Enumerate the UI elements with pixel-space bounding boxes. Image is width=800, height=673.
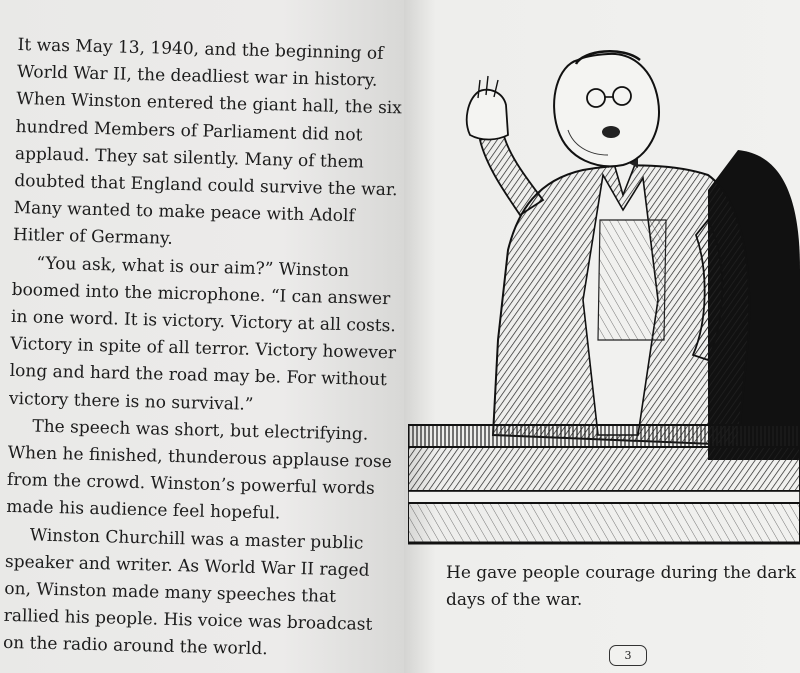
podium-railing xyxy=(408,425,800,543)
body-text xyxy=(3,32,404,667)
churchill-speech-illustration xyxy=(408,40,800,550)
illustration-caption: He gave people courage during the dark days of the war. xyxy=(446,563,796,610)
paragraph-4: Winston Churchill was a master public speaker and writer. As World War II raged on, Winston made many speeches that rallied his people. His voice was broadcast on the radio around the world. xyxy=(2,525,373,660)
paragraph-1: It was May 13, 1940, and the beginning of World War II, the deadliest war in history. When Winston entered the giant hall, the six hundred Members of Parliament did not applaud. They sat silently. Many of them doubted that England could survive the war. Many wanted to make peace with Adolf Hitler of Germany. xyxy=(12,34,403,250)
page-number: 3 xyxy=(609,645,647,666)
speaker-figure xyxy=(467,51,749,445)
paragraph-3: The speech was short, but electrifying. When he finished, thunderous applause rose from the crowd. Winston’s powerful words made his audience feel hopeful. xyxy=(6,416,393,525)
paragraph-2: “You ask, what is our aim?” Winston boomed into the microphone. “I can answer in one word. It is victory. Victory at all costs. Victory in spite of all terror. Victory however long and hard the road may be. For without victory there is no survival.” xyxy=(8,253,397,415)
